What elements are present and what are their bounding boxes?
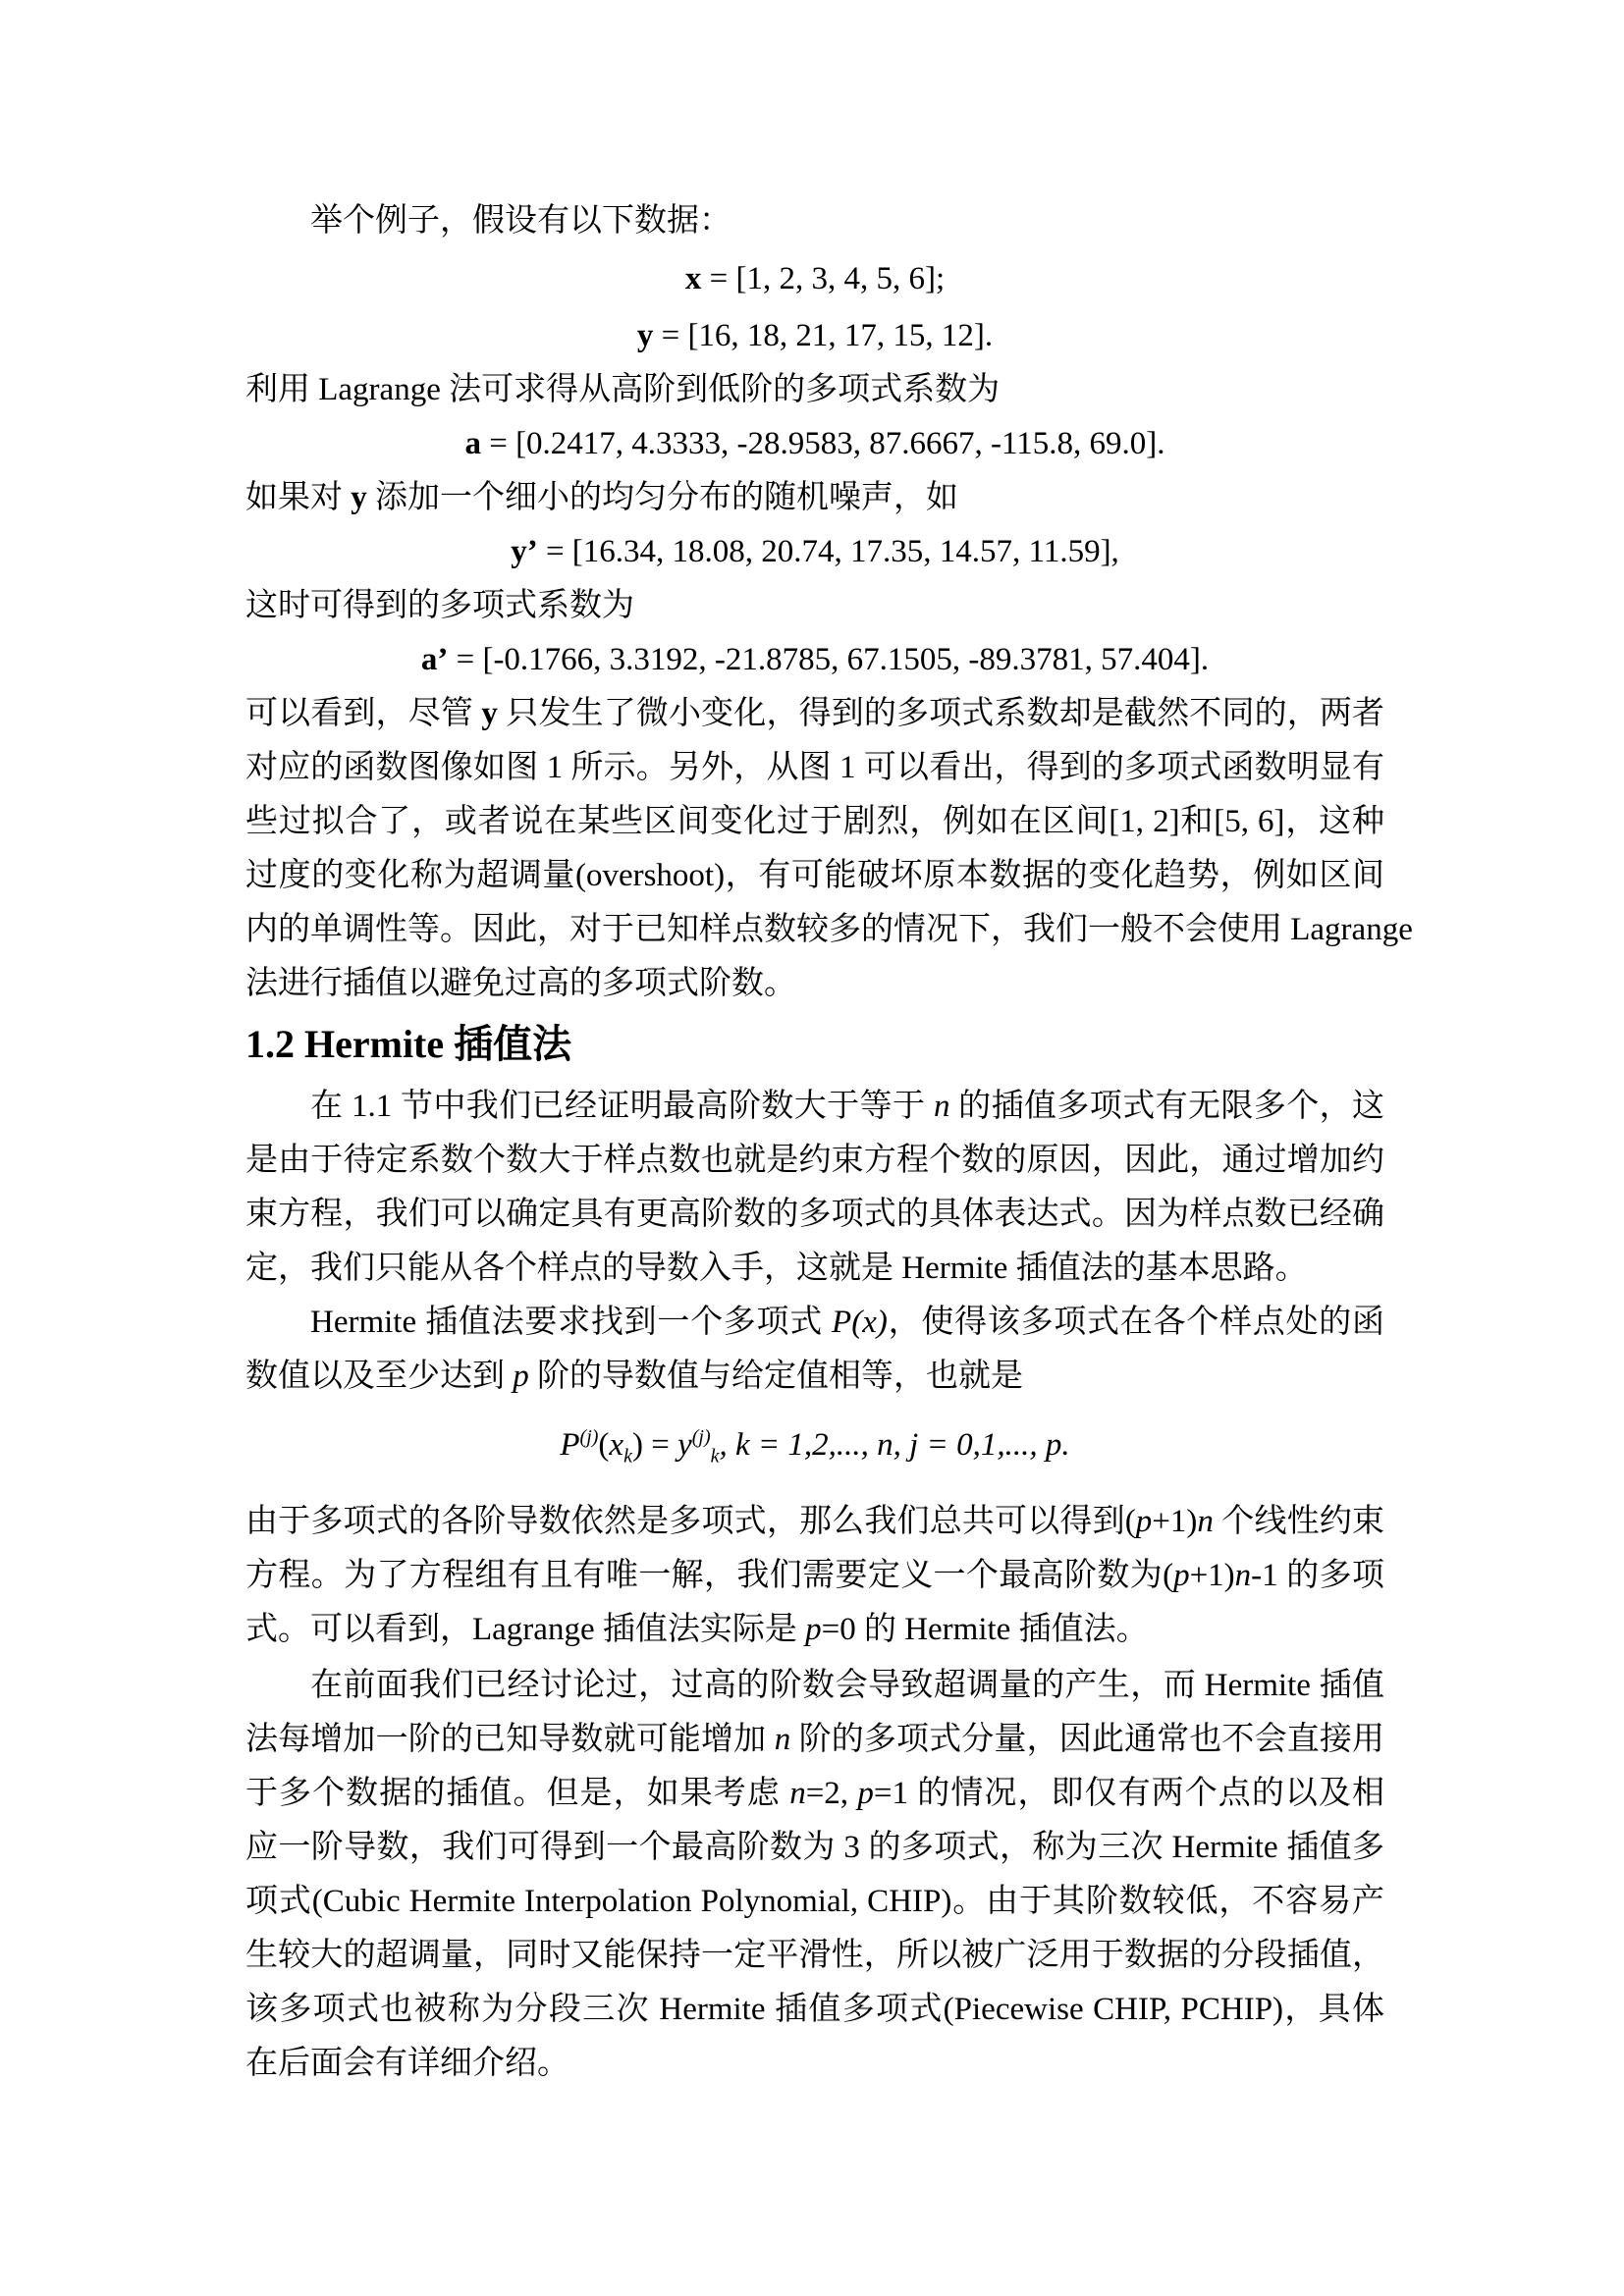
p4-l2-pre: 方程。为了方程组有且有唯一解，我们需要定义一个最高阶数为(	[245, 1558, 1174, 1593]
formula-sup-j: (j)	[579, 1426, 599, 1448]
var-a-prime: a’	[420, 642, 449, 677]
p4-l1-mid: +1)	[1152, 1504, 1198, 1539]
section-heading: 1.2 Hermite 插值法	[245, 1022, 572, 1066]
p5-l3-var1: n	[789, 1776, 806, 1811]
p4-line-2	[245, 1556, 1384, 1595]
p5-l3-post: =1 的情况，即仅有两个点的以及相	[873, 1776, 1384, 1811]
equation-a-prime	[245, 640, 1384, 679]
p5-line-7: 该多项式也被称为分段三次 Hermite 插值多项式(Piecewise CHIP, PCHIP)，具体	[245, 1992, 1384, 2027]
var-y-prime: y’	[511, 534, 538, 569]
p4-l1-var2: n	[1197, 1504, 1214, 1539]
equation-a-prime-rhs: = [-0.1766, 3.3192, -21.8785, 67.1505, -89.3781, 57.404].	[448, 642, 1210, 677]
formula-sub-k: k	[623, 1445, 632, 1468]
intro-span: 举个例子，假设有以下数据：	[310, 203, 731, 239]
p5-l2-var: n	[774, 1722, 791, 1757]
formula-paren: (	[598, 1427, 610, 1463]
p4-l3-post: =0 的 Hermite 插值法。	[821, 1612, 1149, 1647]
hermite-formula	[245, 1425, 1384, 1468]
p4-l1-pre: 由于多项式的各阶导数依然是多项式，那么我们总共可以得到(	[245, 1504, 1136, 1539]
p4-l2-post: -1 的多项	[1251, 1558, 1384, 1593]
p1-l1-pre: 可以看到，尽管	[245, 696, 482, 731]
p4-line-1	[245, 1502, 1384, 1541]
p4-line-3	[245, 1610, 1384, 1649]
p3-l1-post: ，使得该多项式在各个样点处的函	[887, 1305, 1385, 1340]
p4-l3-var: p	[805, 1612, 822, 1647]
intro-text	[245, 201, 1384, 240]
p2-l1-var: n	[934, 1089, 950, 1124]
var-a: a	[464, 426, 481, 461]
p4-l2-var2: n	[1234, 1558, 1252, 1593]
p2-l1-post: 的插值多项式有无限多个，这	[949, 1089, 1385, 1124]
p2-line-2: 是由于待定系数个数大于样点数也就是约束方程个数的原因，因此，通过增加约	[245, 1143, 1384, 1178]
p2-line-1	[245, 1087, 1384, 1126]
p3-l2-pre: 数值以及至少达到	[245, 1359, 514, 1394]
then-text	[245, 586, 1384, 625]
equation-y-rhs: = [16, 18, 21, 17, 15, 12].	[653, 318, 994, 353]
p5-line-2	[245, 1720, 1384, 1759]
lagrange-span: 利用 Lagrange 法可求得从高阶到低阶的多项式系数为	[245, 372, 1001, 407]
p5-line-1: 在前面我们已经讨论过，过高的阶数会导致超调量的产生，而 Hermite 插值	[310, 1668, 1384, 1703]
p5-line-5: 项式(Cubic Hermite Interpolation Polynomial, CHIP)。由于其阶数较低，不容易产	[245, 1884, 1384, 1919]
p5-line-6: 生较大的超调量，同时又能保持一定平滑性，所以被广泛用于数据的分段插值，	[245, 1938, 1384, 1973]
formula-x: x	[609, 1427, 624, 1463]
equation-y	[245, 316, 1384, 355]
p3-l2-var: p	[513, 1359, 529, 1394]
p1-line-3: 些过拟合了，或者说在某些区间变化过于剧烈，例如在区间[1, 2]和[5, 6]，这种	[245, 804, 1384, 839]
formula-y: y	[677, 1427, 692, 1463]
p3-l1-var: P(x)	[832, 1305, 888, 1340]
equation-y-prime	[245, 532, 1384, 571]
p1-line-1	[245, 694, 1384, 733]
p1-l1-var: y	[481, 696, 498, 731]
p2-line-3: 束方程，我们可以确定具有更高阶数的多项式的具体表达式。因为样点数已经确	[245, 1197, 1384, 1232]
formula-rest: , k = 1,2,..., n, j = 0,1,..., p.	[719, 1427, 1070, 1463]
noise-var: y	[351, 480, 367, 515]
p5-line-8: 在后面会有详细介绍。	[245, 2046, 569, 2081]
p1-line-5: 内的单调性等。因此，对于已知样点数较多的情况下，我们一般不会使用 Lagrange	[245, 912, 1413, 947]
p1-line-4: 过度的变化称为超调量(overshoot)，有可能破坏原本数据的变化趋势，例如区间	[245, 858, 1384, 893]
lagrange-text	[245, 370, 1384, 409]
p5-l3-pre: 于多个数据的插值。但是，如果考虑	[245, 1776, 790, 1811]
equation-a-rhs: = [0.2417, 4.3333, -28.9583, 87.6667, -115.8, 69.0].	[480, 426, 1165, 461]
p1-line-6: 法进行插值以避免过高的多项式阶数。	[245, 966, 796, 1001]
p2-l1-pre: 在 1.1 节中我们已经证明最高阶数大于等于	[310, 1089, 935, 1124]
p5-line-4: 应一阶导数，我们可得到一个最高阶数为 3 的多项式，称为三次 Hermite 插值多	[245, 1830, 1384, 1865]
p5-l2-pre: 法每增加一阶的已知导数就可能增加	[245, 1722, 775, 1757]
p3-line-1	[245, 1303, 1384, 1342]
p4-l2-var1: p	[1173, 1558, 1190, 1593]
p5-l3-var2: p	[857, 1776, 874, 1811]
p4-l3-pre: 式。可以看到，Lagrange 插值法实际是	[245, 1612, 806, 1647]
p1-l1-post: 只发生了微小变化，得到的多项式系数却是截然不同的，两者	[497, 696, 1385, 731]
p4-l2-mid: +1)	[1189, 1558, 1235, 1593]
noise-post: 添加一个细小的均匀分布的随机噪声，如	[366, 480, 958, 515]
p5-l3-mid: =2,	[805, 1776, 858, 1811]
equation-x	[245, 259, 1384, 298]
formula-eq: ) =	[631, 1427, 678, 1463]
formula-y-sup: (j)	[691, 1426, 711, 1448]
equation-x-rhs: = [1, 2, 3, 4, 5, 6];	[701, 261, 946, 296]
p2-line-4: 定，我们只能从各个样点的导数入手，这就是 Hermite 插值法的基本思路。	[245, 1251, 1308, 1286]
p3-l1-pre: Hermite 插值法要求找到一个多项式	[310, 1305, 833, 1340]
var-x: x	[684, 261, 702, 296]
p5-l2-post: 阶的多项式分量，因此通常也不会直接用	[790, 1722, 1385, 1757]
p3-l2-post: 阶的导数值与给定值相等，也就是	[528, 1359, 1023, 1394]
p4-l1-post: 个线性约束	[1213, 1504, 1384, 1539]
p5-line-3	[245, 1774, 1384, 1813]
formula-y-sub: k	[710, 1445, 720, 1468]
equation-y-prime-rhs: = [16.34, 18.08, 20.74, 17.35, 14.57, 11.59],	[537, 534, 1119, 569]
formula-P: P	[560, 1427, 580, 1463]
then-span: 这时可得到的多项式系数为	[245, 588, 634, 623]
equation-a	[245, 424, 1384, 463]
noise-text	[245, 478, 1384, 517]
var-y: y	[636, 318, 654, 353]
p4-l1-var1: p	[1135, 1504, 1153, 1539]
noise-pre: 如果对	[245, 480, 352, 515]
p1-line-2: 对应的函数图像如图 1 所示。另外，从图 1 可以看出，得到的多项式函数明显有	[245, 750, 1384, 785]
p3-line-2	[245, 1357, 1384, 1396]
